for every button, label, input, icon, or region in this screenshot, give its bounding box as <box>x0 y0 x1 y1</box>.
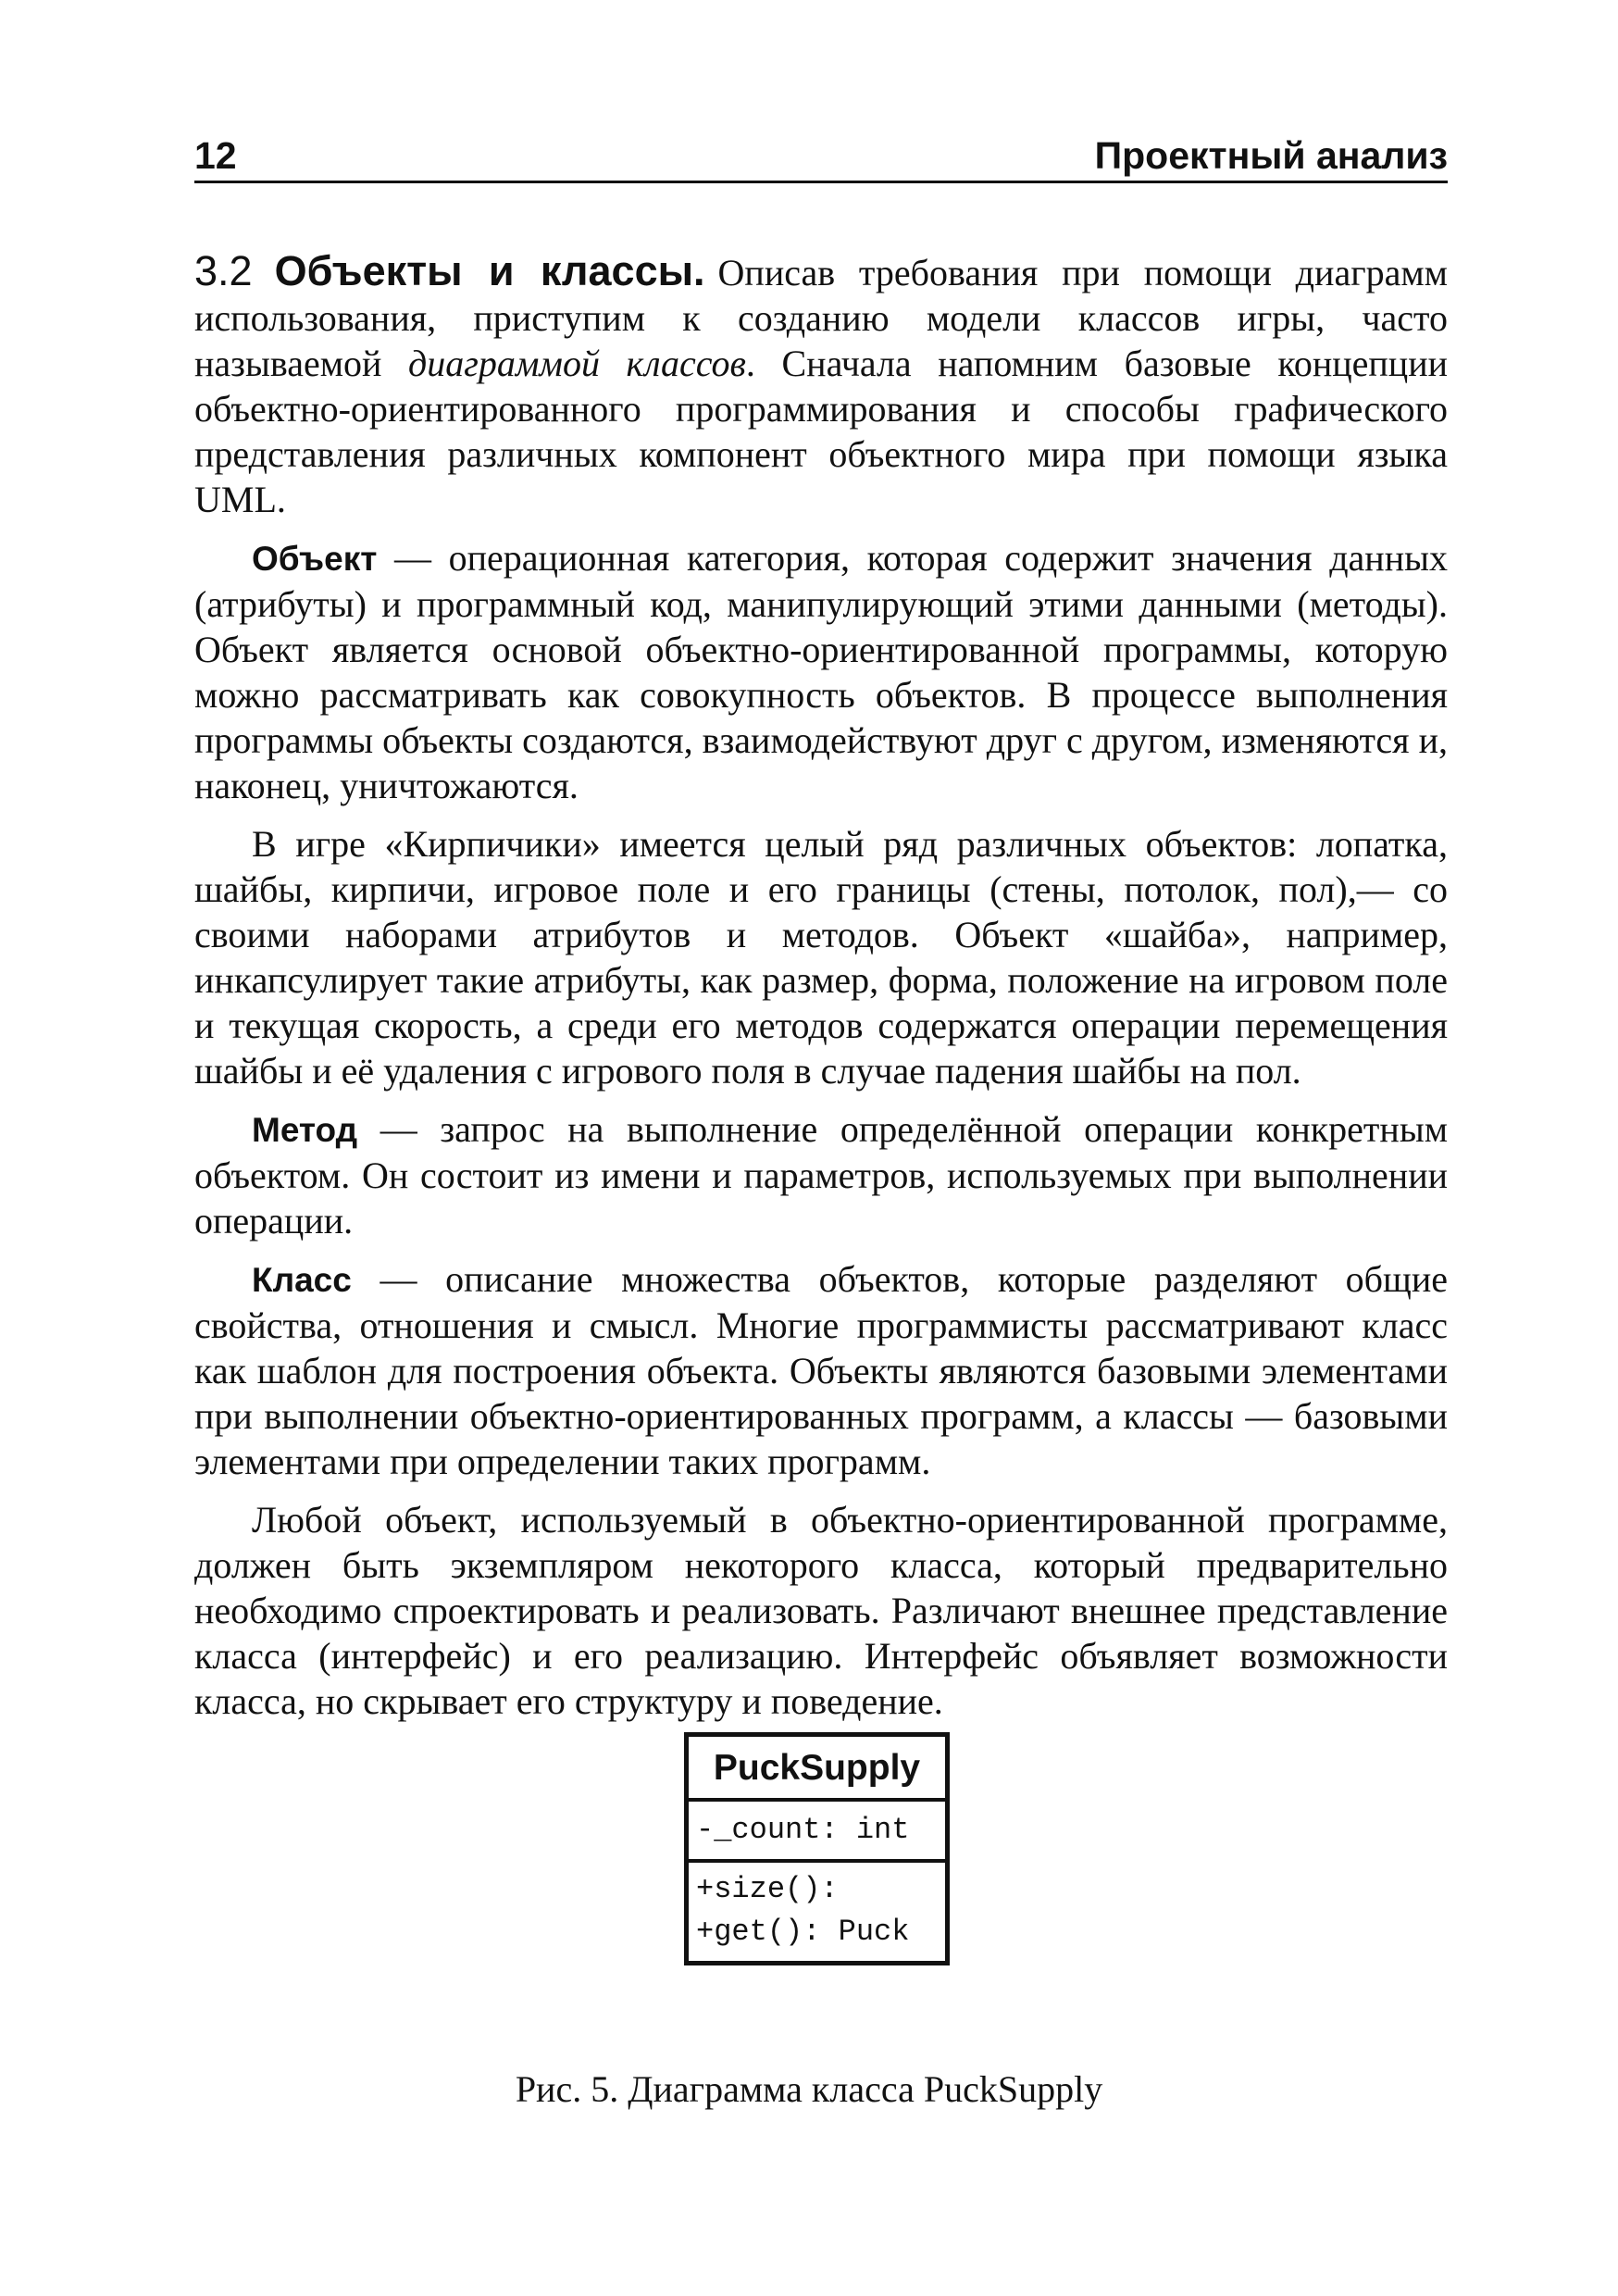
figure-caption: Рис. 5. Диаграмма класса PuckSupply <box>515 2068 1103 2110</box>
section-intro-paragraph <box>194 248 1448 522</box>
section-intro-text: Описав требования при помощи диаграмм использования, приступим к созданию модели классов игры, часто называемой <box>194 252 1448 384</box>
game-objects-paragraph: В игре «Кирпичики» имеется целый ряд различных объектов: лопатка, шайбы, кирпичи, игровое поле и его границы (стены, потолок, пол),— со своими наборами атрибутов и методов. Объект «шайба», например, инкапсулирует такие атрибуты, как размер, форма, положение на игровом поле и текущая скорость, а среди его методов содержатся операции перемещения шайбы и её удаления с игрового поля в случае падения шайбы на пол. <box>194 823 1448 1092</box>
uml-class-name: PuckSupply <box>689 1737 945 1802</box>
section-number: 3.2 <box>194 247 253 294</box>
running-header <box>194 134 1448 183</box>
uml-attributes-compartment <box>689 1802 945 1863</box>
object-term: Объект <box>252 540 378 578</box>
page-number: 12 <box>194 134 237 177</box>
uml-method: +size(): <box>696 1872 839 1906</box>
method-term: Метод <box>252 1111 358 1149</box>
uml-method: +get(): Puck <box>696 1915 910 1949</box>
object-definition-text: — операционная категория, которая содержит значения данных (атрибуты) и программный код, манипулирующий этими данными (методы). Объект является основой объектно-ориентированной программы, которую можно рассматривать как совокупность объектов. В процессе выполнения программы объекты создаются, взаимодействуют друг с другом, изменяются и, наконец, уничтожаются. <box>194 537 1448 806</box>
method-definition-paragraph <box>194 1106 1448 1243</box>
body-text <box>194 248 1448 1737</box>
running-title: Проектный анализ <box>1094 134 1448 177</box>
method-definition-text: — запрос на выполнение определённой операции конкретным объектом. Он состоит из имени и параметров, используемых при выполнении операции. <box>194 1108 1448 1242</box>
any-object-paragraph: Любой объект, используемый в объектно-ориентированной программе, должен быть экземпляром некоторого класса, который предварительно необходимо спроектировать и реализовать. Различают внешнее представление класса (интерфейс) и его реализацию. Интерфейс объявляет возможности класса, но скрывает его структуру и поведение. <box>194 1499 1448 1722</box>
section-intro-emphasis: диаграммой классов <box>408 343 746 384</box>
object-definition-paragraph <box>194 535 1448 808</box>
section-title: Объекты и классы. <box>274 247 705 294</box>
uml-methods-compartment <box>689 1863 945 1961</box>
class-definition-paragraph <box>194 1256 1448 1484</box>
section-intro-text-end: . Сначала напомним базовые концепции объектно-ориентированного программирования и способы графического представления различных компонент объектного мира при помощи языка UML. <box>194 343 1449 520</box>
class-definition-text: — описание множества объектов, которые разделяют общие свойства, отношения и смысл. Многие программисты рассматривают класс как шаблон для построения объекта. Объекты являются базовыми элементами при выполнении объектно-ориентированных программ, а классы — базовыми элементами при определении таких программ. <box>194 1258 1448 1482</box>
class-term: Класс <box>252 1261 352 1299</box>
uml-class-diagram <box>684 1732 950 1965</box>
uml-attribute: -_count: int <box>696 1813 910 1847</box>
